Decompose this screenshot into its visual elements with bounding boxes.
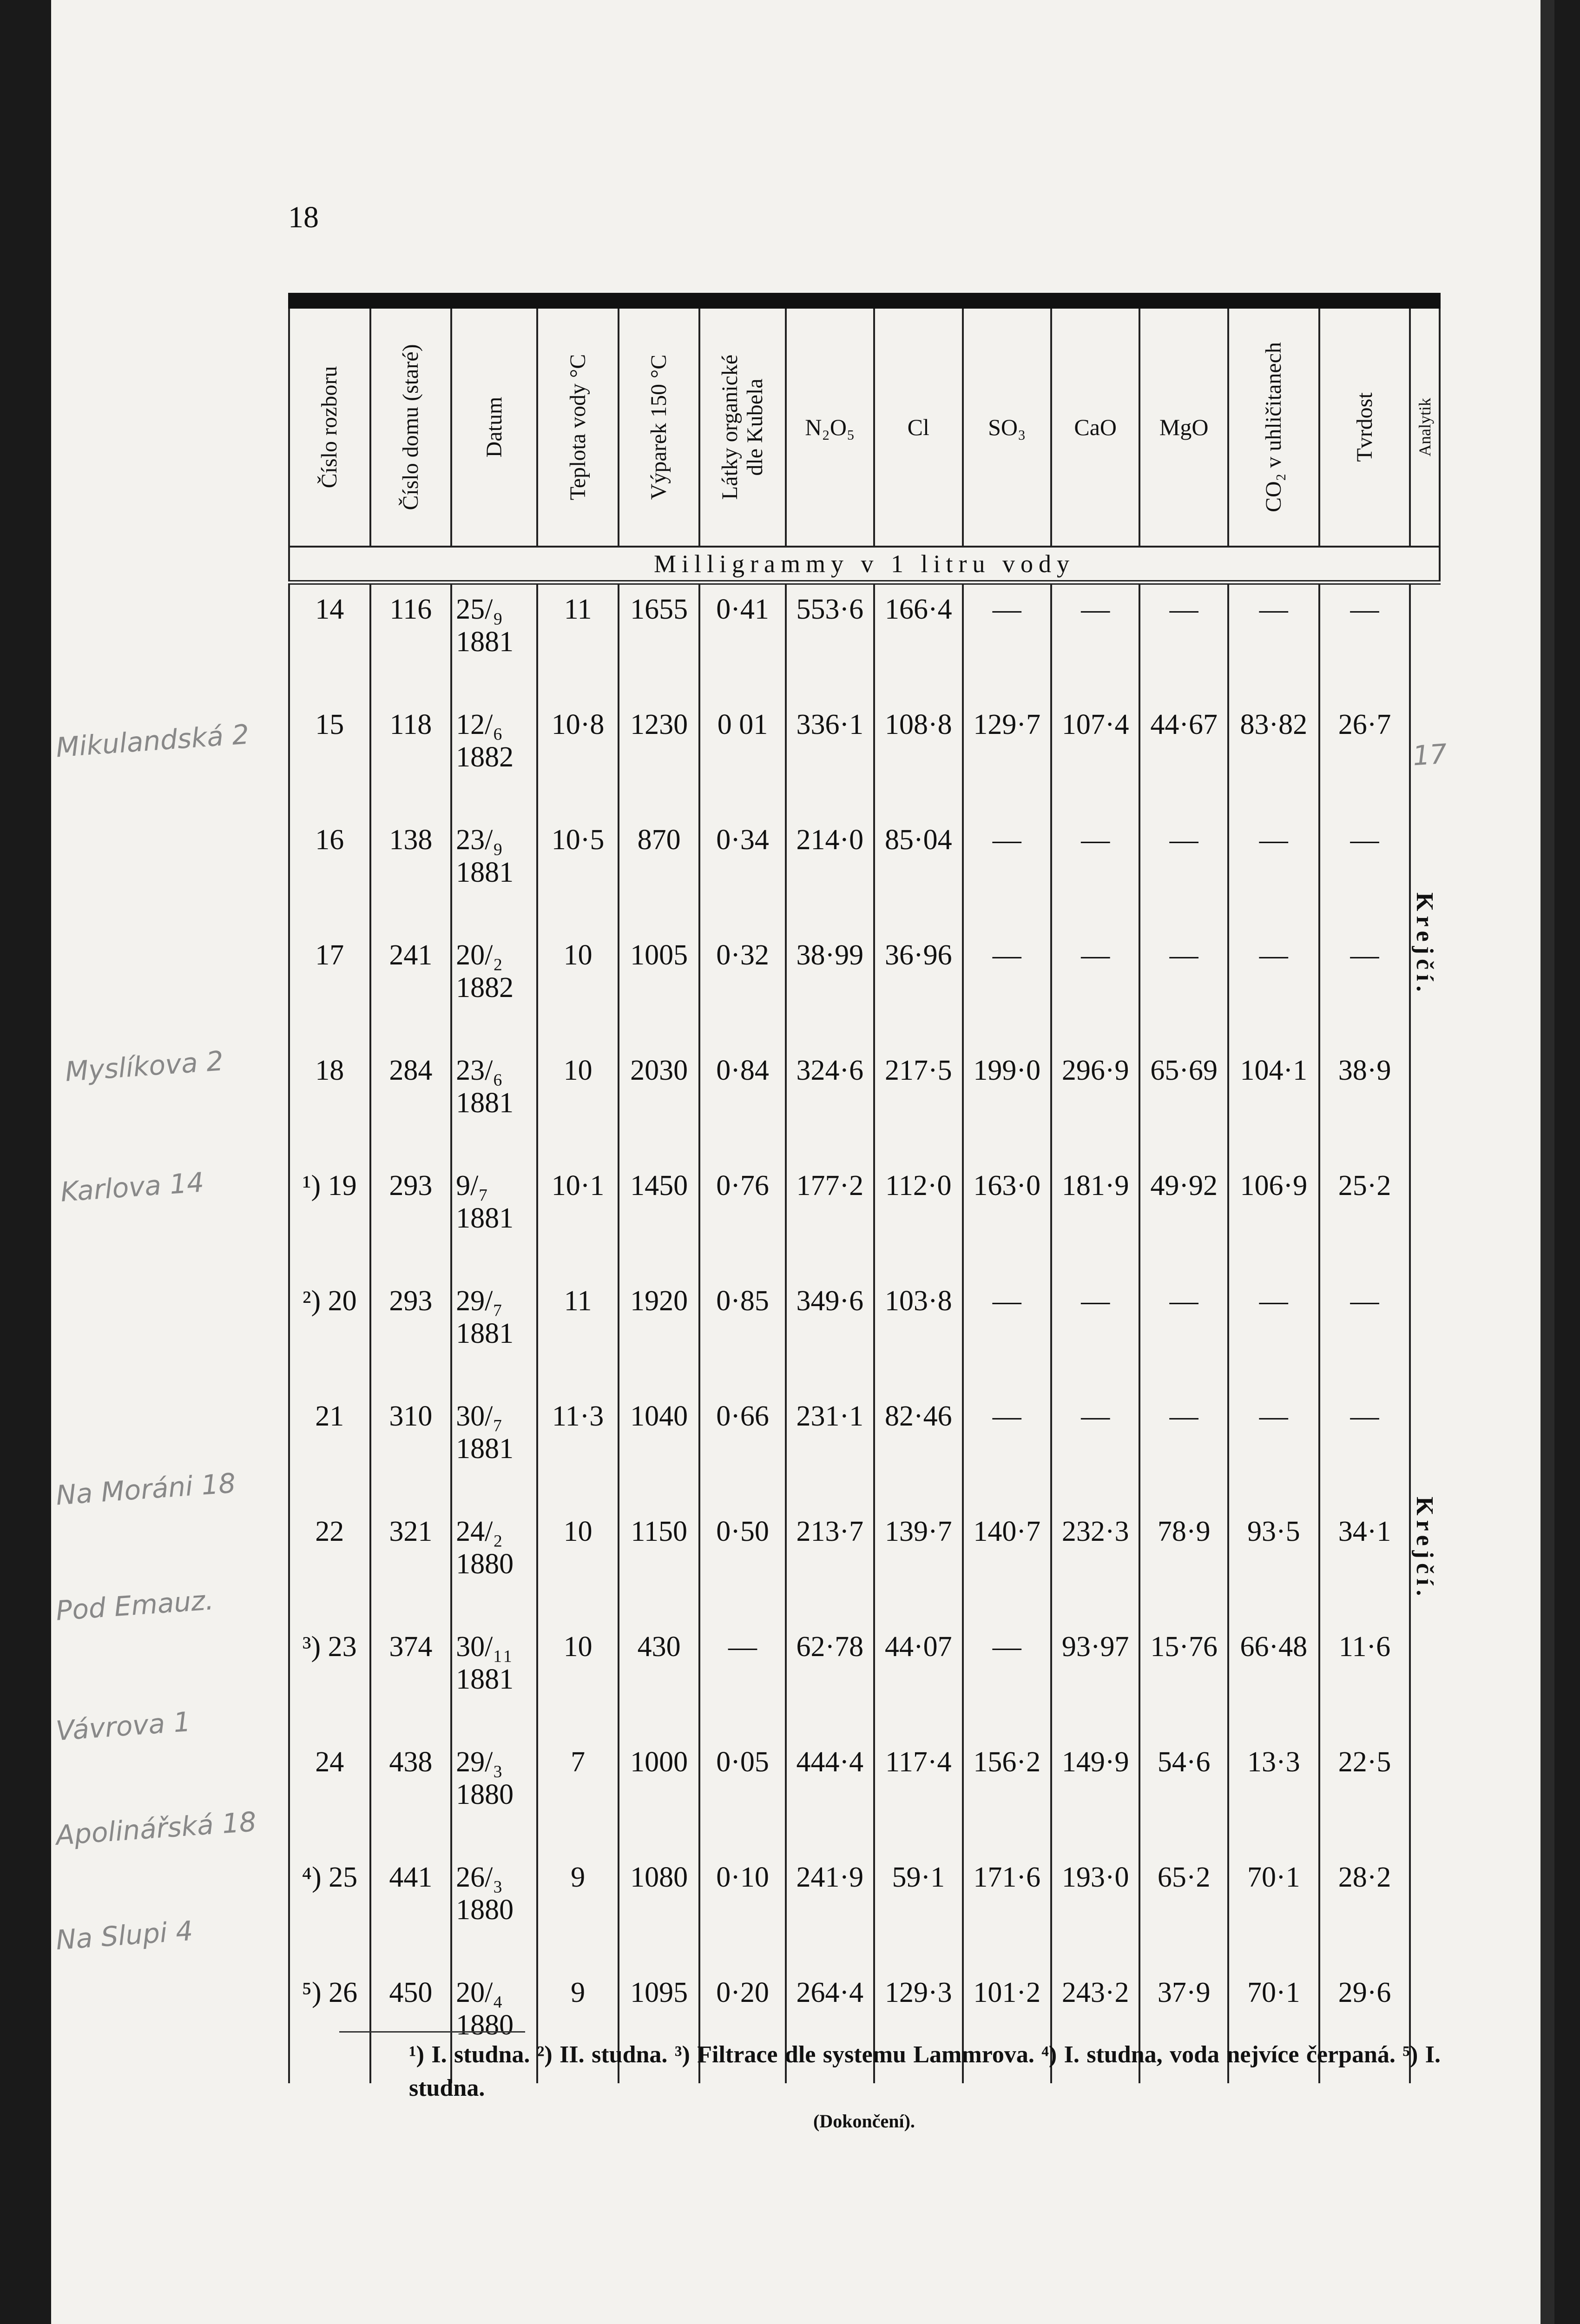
footnote-rule (339, 2031, 525, 2033)
cell-cl: 129·3 (874, 1968, 962, 2083)
cell-temp: 10 (537, 1622, 619, 1737)
cell-cao: 107·4 (1051, 700, 1139, 815)
cell-house: 284 (370, 1046, 452, 1161)
cell-temp: 10 (537, 931, 619, 1046)
cell-mgo: 54·6 (1139, 1737, 1228, 1853)
cell-cl: 59·1 (874, 1853, 962, 1968)
cell-vyparek: 1005 (619, 931, 700, 1046)
column-header (1051, 309, 1139, 547)
cell-tvrdost: — (1319, 1392, 1410, 1507)
cell-n2o5: 264·4 (786, 1968, 874, 2083)
cell-co2: 13·3 (1228, 1737, 1319, 1853)
column-header (537, 309, 619, 547)
cell-vyparek: 870 (619, 815, 700, 931)
cell-cao: — (1051, 1276, 1139, 1392)
cell-house: 293 (370, 1276, 452, 1392)
column-header-label: Výparek 150 °C (646, 354, 672, 500)
cell-co2: — (1228, 815, 1319, 931)
table-row (289, 1853, 1440, 1968)
cell-no: ²) 20 (289, 1276, 370, 1392)
cell-vyparek: 430 (619, 1622, 700, 1737)
page-number: 18 (288, 200, 319, 234)
cell-no: 16 (289, 815, 370, 931)
table-row (289, 1046, 1440, 1161)
cell-vyparek: 1095 (619, 1968, 700, 2083)
handwritten-note: Na Slupi 4 (54, 1915, 194, 1956)
column-header-label: Teplota vody °C (565, 354, 590, 501)
cell-house: 116 (370, 582, 452, 700)
cell-cao: — (1051, 582, 1139, 700)
cell-mgo: 78·9 (1139, 1507, 1228, 1622)
cell-analytik (1410, 1622, 1440, 1737)
cell-mgo: 65·2 (1139, 1853, 1228, 1968)
cell-temp: 9 (537, 1968, 619, 2083)
cell-n2o5: 214·0 (786, 815, 874, 931)
cell-n2o5: 336·1 (786, 700, 874, 815)
cell-so3: 163·0 (963, 1161, 1051, 1276)
cell-no: 24 (289, 1737, 370, 1853)
cell-so3: 101·2 (963, 1968, 1051, 2083)
cell-org: 0·85 (699, 1276, 785, 1392)
cell-no: 14 (289, 582, 370, 700)
table-row (289, 700, 1440, 815)
cell-tvrdost: — (1319, 582, 1410, 700)
column-header (786, 309, 874, 547)
cell-org: — (699, 1622, 785, 1737)
cell-no: 17 (289, 931, 370, 1046)
scanned-page (51, 0, 1554, 2324)
cell-tvrdost: 38·9 (1319, 1046, 1410, 1161)
column-header (1319, 309, 1410, 547)
column-header-label: Číslo rozboru (317, 366, 342, 489)
cell-temp: 10 (537, 1046, 619, 1161)
cell-cl: 166·4 (874, 582, 962, 700)
unit-row (289, 547, 1440, 582)
analysis-table-wrapper (288, 293, 1441, 2083)
cell-house: 138 (370, 815, 452, 931)
cell-cao: 181·9 (1051, 1161, 1139, 1276)
cell-cao: — (1051, 815, 1139, 931)
cell-date: 20/₄ 1880 (451, 1968, 537, 2083)
cell-analytik (1410, 1737, 1440, 1853)
cell-cao: — (1051, 1392, 1139, 1507)
cell-tvrdost: — (1319, 931, 1410, 1046)
cell-no: ⁵) 26 (289, 1968, 370, 2083)
cell-so3: 140·7 (963, 1507, 1051, 1622)
cell-tvrdost: 11·6 (1319, 1622, 1410, 1737)
cell-org: 0·05 (699, 1737, 785, 1853)
cell-mgo: — (1139, 582, 1228, 700)
cell-cl: 117·4 (874, 1737, 962, 1853)
cell-org: 0·84 (699, 1046, 785, 1161)
cell-co2: 106·9 (1228, 1161, 1319, 1276)
cell-vyparek: 1920 (619, 1276, 700, 1392)
handwritten-note: Vávrova 1 (54, 1705, 192, 1747)
cell-temp: 11·3 (537, 1392, 619, 1507)
cell-temp: 10 (537, 1507, 619, 1622)
cell-date: 26/₃ 1880 (451, 1853, 537, 1968)
cell-house: 241 (370, 931, 452, 1046)
cell-house: 293 (370, 1161, 452, 1276)
cell-vyparek: 1080 (619, 1853, 700, 1968)
cell-cl: 139·7 (874, 1507, 962, 1622)
cell-co2: 104·1 (1228, 1046, 1319, 1161)
cell-tvrdost: 22·5 (1319, 1737, 1410, 1853)
cell-analytik (1410, 1046, 1440, 1161)
cell-temp: 10·1 (537, 1161, 619, 1276)
cell-house: 374 (370, 1622, 452, 1737)
cell-tvrdost: — (1319, 815, 1410, 931)
book-spine-shadow (1540, 0, 1554, 2324)
cell-org: 0 01 (699, 700, 785, 815)
cell-date: 30/₇ 1881 (451, 1392, 537, 1507)
cell-house: 321 (370, 1507, 452, 1622)
cell-temp: 10·8 (537, 700, 619, 815)
cell-co2: — (1228, 931, 1319, 1046)
cell-so3: 129·7 (963, 700, 1051, 815)
table-row (289, 1622, 1440, 1737)
cell-n2o5: 241·9 (786, 1853, 874, 1968)
cell-date: 23/₉ 1881 (451, 815, 537, 931)
cell-no: 15 (289, 700, 370, 815)
cell-date: 23/₆ 1881 (451, 1046, 537, 1161)
column-header-label: Datum (481, 396, 507, 458)
column-header (619, 309, 700, 547)
cell-temp: 11 (537, 582, 619, 700)
cell-org: 0·34 (699, 815, 785, 931)
cell-n2o5: 213·7 (786, 1507, 874, 1622)
cell-no: 22 (289, 1507, 370, 1622)
cell-temp: 10·5 (537, 815, 619, 931)
cell-so3: — (963, 815, 1051, 931)
cell-date: 20/₂ 1882 (451, 931, 537, 1046)
table-row (289, 1392, 1440, 1507)
end-note: (Dokončení). (813, 2111, 915, 2132)
table-body (289, 582, 1440, 2083)
cell-so3: — (963, 1276, 1051, 1392)
column-header (451, 309, 537, 547)
cell-analytik (1410, 1392, 1440, 1507)
cell-date: 9/₇ 1881 (451, 1161, 537, 1276)
cell-mgo: 49·92 (1139, 1161, 1228, 1276)
cell-cao: 232·3 (1051, 1507, 1139, 1622)
analytik-label-bottom: Krejčí. (1411, 1497, 1438, 1601)
column-header-label: CO₂ v uhličitanech (1261, 342, 1286, 512)
cell-cl: 103·8 (874, 1276, 962, 1392)
cell-org: 0·41 (699, 582, 785, 700)
column-header (963, 309, 1051, 547)
column-header (370, 309, 452, 547)
cell-n2o5: 62·78 (786, 1622, 874, 1737)
cell-so3: — (963, 1622, 1051, 1737)
cell-mgo: — (1139, 1392, 1228, 1507)
cell-org: 0·76 (699, 1161, 785, 1276)
cell-co2: — (1228, 1392, 1319, 1507)
cell-mgo: 44·67 (1139, 700, 1228, 815)
cell-house: 441 (370, 1853, 452, 1968)
water-analysis-table (288, 309, 1441, 2083)
cell-cl: 108·8 (874, 700, 962, 815)
cell-tvrdost: — (1319, 1276, 1410, 1392)
cell-house: 310 (370, 1392, 452, 1507)
cell-tvrdost: 28·2 (1319, 1853, 1410, 1968)
cell-cl: 112·0 (874, 1161, 962, 1276)
cell-org: 0·66 (699, 1392, 785, 1507)
cell-tvrdost: 25·2 (1319, 1161, 1410, 1276)
cell-so3: — (963, 931, 1051, 1046)
cell-mgo: — (1139, 931, 1228, 1046)
cell-no: 21 (289, 1392, 370, 1507)
table-row (289, 1507, 1440, 1622)
cell-so3: 199·0 (963, 1046, 1051, 1161)
handwritten-note: Na Moráni 18 (55, 1467, 237, 1512)
handwritten-note: Myslíkova 2 (64, 1045, 225, 1088)
cell-co2: 66·48 (1228, 1622, 1319, 1737)
cell-n2o5: 324·6 (786, 1046, 874, 1161)
cell-co2: 70·1 (1228, 1968, 1319, 2083)
cell-date: 24/₂ 1880 (451, 1507, 537, 1622)
cell-org: 0·10 (699, 1853, 785, 1968)
cell-cl: 82·46 (874, 1392, 962, 1507)
cell-temp: 7 (537, 1737, 619, 1853)
cell-analytik (1410, 1853, 1440, 1968)
cell-cl: 44·07 (874, 1622, 962, 1737)
column-header-label: Tvrdost (1352, 392, 1377, 462)
handwritten-note: Mikulandská 2 (55, 718, 250, 764)
cell-co2: — (1228, 1276, 1319, 1392)
cell-mgo: 65·69 (1139, 1046, 1228, 1161)
cell-cao: 243·2 (1051, 1968, 1139, 2083)
cell-n2o5: 444·4 (786, 1737, 874, 1853)
cell-cl: 36·96 (874, 931, 962, 1046)
table-row (289, 582, 1440, 700)
column-header-label: N₂O₅ (805, 414, 855, 440)
column-header-label: CaO (1074, 414, 1117, 440)
cell-house: 450 (370, 1968, 452, 2083)
cell-no: ⁴) 25 (289, 1853, 370, 1968)
table-row (289, 1737, 1440, 1853)
cell-n2o5: 38·99 (786, 931, 874, 1046)
cell-org: 0·20 (699, 1968, 785, 2083)
cell-n2o5: 177·2 (786, 1161, 874, 1276)
column-header (1139, 309, 1228, 547)
cell-tvrdost: 29·6 (1319, 1968, 1410, 2083)
cell-no: 18 (289, 1046, 370, 1161)
handwritten-note: Karlova 14 (59, 1166, 205, 1208)
cell-no: ¹) 19 (289, 1161, 370, 1276)
handwritten-note: Pod Emauz. (55, 1584, 215, 1627)
table-top-rule (288, 293, 1441, 309)
cell-so3: 171·6 (963, 1853, 1051, 1968)
cell-cl: 217·5 (874, 1046, 962, 1161)
unit-label: Milligrammy v 1 litru vody (654, 550, 1075, 578)
analytik-label-top: Krejčí. (1411, 892, 1438, 997)
cell-cao: 149·9 (1051, 1737, 1139, 1853)
cell-vyparek: 1450 (619, 1161, 700, 1276)
cell-vyparek: 1230 (619, 700, 700, 815)
cell-analytik (1410, 1161, 1440, 1276)
cell-date: 30/₁₁ 1881 (451, 1622, 537, 1737)
table-row (289, 1161, 1440, 1276)
cell-mgo: — (1139, 1276, 1228, 1392)
cell-date: 12/₆ 1882 (451, 700, 537, 815)
cell-org: 0·32 (699, 931, 785, 1046)
cell-vyparek: 2030 (619, 1046, 700, 1161)
cell-date: 29/₃ 1880 (451, 1737, 537, 1853)
column-header-label: Číslo domu (staré) (398, 344, 423, 510)
cell-mgo: — (1139, 815, 1228, 931)
cell-house: 438 (370, 1737, 452, 1853)
cell-n2o5: 349·6 (786, 1276, 874, 1392)
cell-mgo: 15·76 (1139, 1622, 1228, 1737)
cell-cao: 93·97 (1051, 1622, 1139, 1737)
column-header (1410, 309, 1440, 547)
cell-no: ³) 23 (289, 1622, 370, 1737)
table-row (289, 931, 1440, 1046)
cell-co2: 83·82 (1228, 700, 1319, 815)
cell-vyparek: 1000 (619, 1737, 700, 1853)
column-header (699, 309, 785, 547)
cell-org: 0·50 (699, 1507, 785, 1622)
cell-mgo: 37·9 (1139, 1968, 1228, 2083)
column-header-label: SO₃ (988, 414, 1026, 440)
cell-so3: 156·2 (963, 1737, 1051, 1853)
cell-temp: 11 (537, 1276, 619, 1392)
cell-vyparek: 1150 (619, 1507, 700, 1622)
cell-so3: — (963, 1392, 1051, 1507)
cell-co2: — (1228, 582, 1319, 700)
cell-n2o5: 553·6 (786, 582, 874, 700)
cell-co2: 70·1 (1228, 1853, 1319, 1968)
cell-date: 25/₉ 1881 (451, 582, 537, 700)
cell-analytik (1410, 582, 1440, 700)
cell-cao: 193·0 (1051, 1853, 1139, 1968)
cell-analytik (1410, 1276, 1440, 1392)
cell-cao: 296·9 (1051, 1046, 1139, 1161)
cell-tvrdost: 34·1 (1319, 1507, 1410, 1622)
cell-cao: — (1051, 931, 1139, 1046)
column-header-label: MgO (1159, 414, 1209, 440)
column-header-label: Analytik (1415, 398, 1435, 456)
cell-co2: 93·5 (1228, 1507, 1319, 1622)
cell-cl: 85·04 (874, 815, 962, 931)
cell-vyparek: 1655 (619, 582, 700, 700)
table-row (289, 1276, 1440, 1392)
column-header (289, 309, 370, 547)
handwritten-note: 17 (1411, 738, 1448, 772)
footnotes: ¹) I. studna. ²) II. studna. ³) Filtrace dle systemu Lammrova. ⁴) I. studna, voda nejvíce čerpaná. ⁵) I. studna. (409, 2041, 1441, 2101)
cell-temp: 9 (537, 1853, 619, 1968)
cell-so3: — (963, 582, 1051, 700)
cell-house: 118 (370, 700, 452, 815)
header-row (289, 309, 1440, 547)
handwritten-note: Apolinářská 18 (55, 1806, 257, 1851)
table-row (289, 815, 1440, 931)
column-header (874, 309, 962, 547)
column-header-label: Látky organické dle Kubela (718, 354, 768, 500)
cell-n2o5: 231·1 (786, 1392, 874, 1507)
column-header-label: Cl (907, 414, 929, 440)
column-header (1228, 309, 1319, 547)
cell-date: 29/₇ 1881 (451, 1276, 537, 1392)
cell-tvrdost: 26·7 (1319, 700, 1410, 815)
cell-vyparek: 1040 (619, 1392, 700, 1507)
